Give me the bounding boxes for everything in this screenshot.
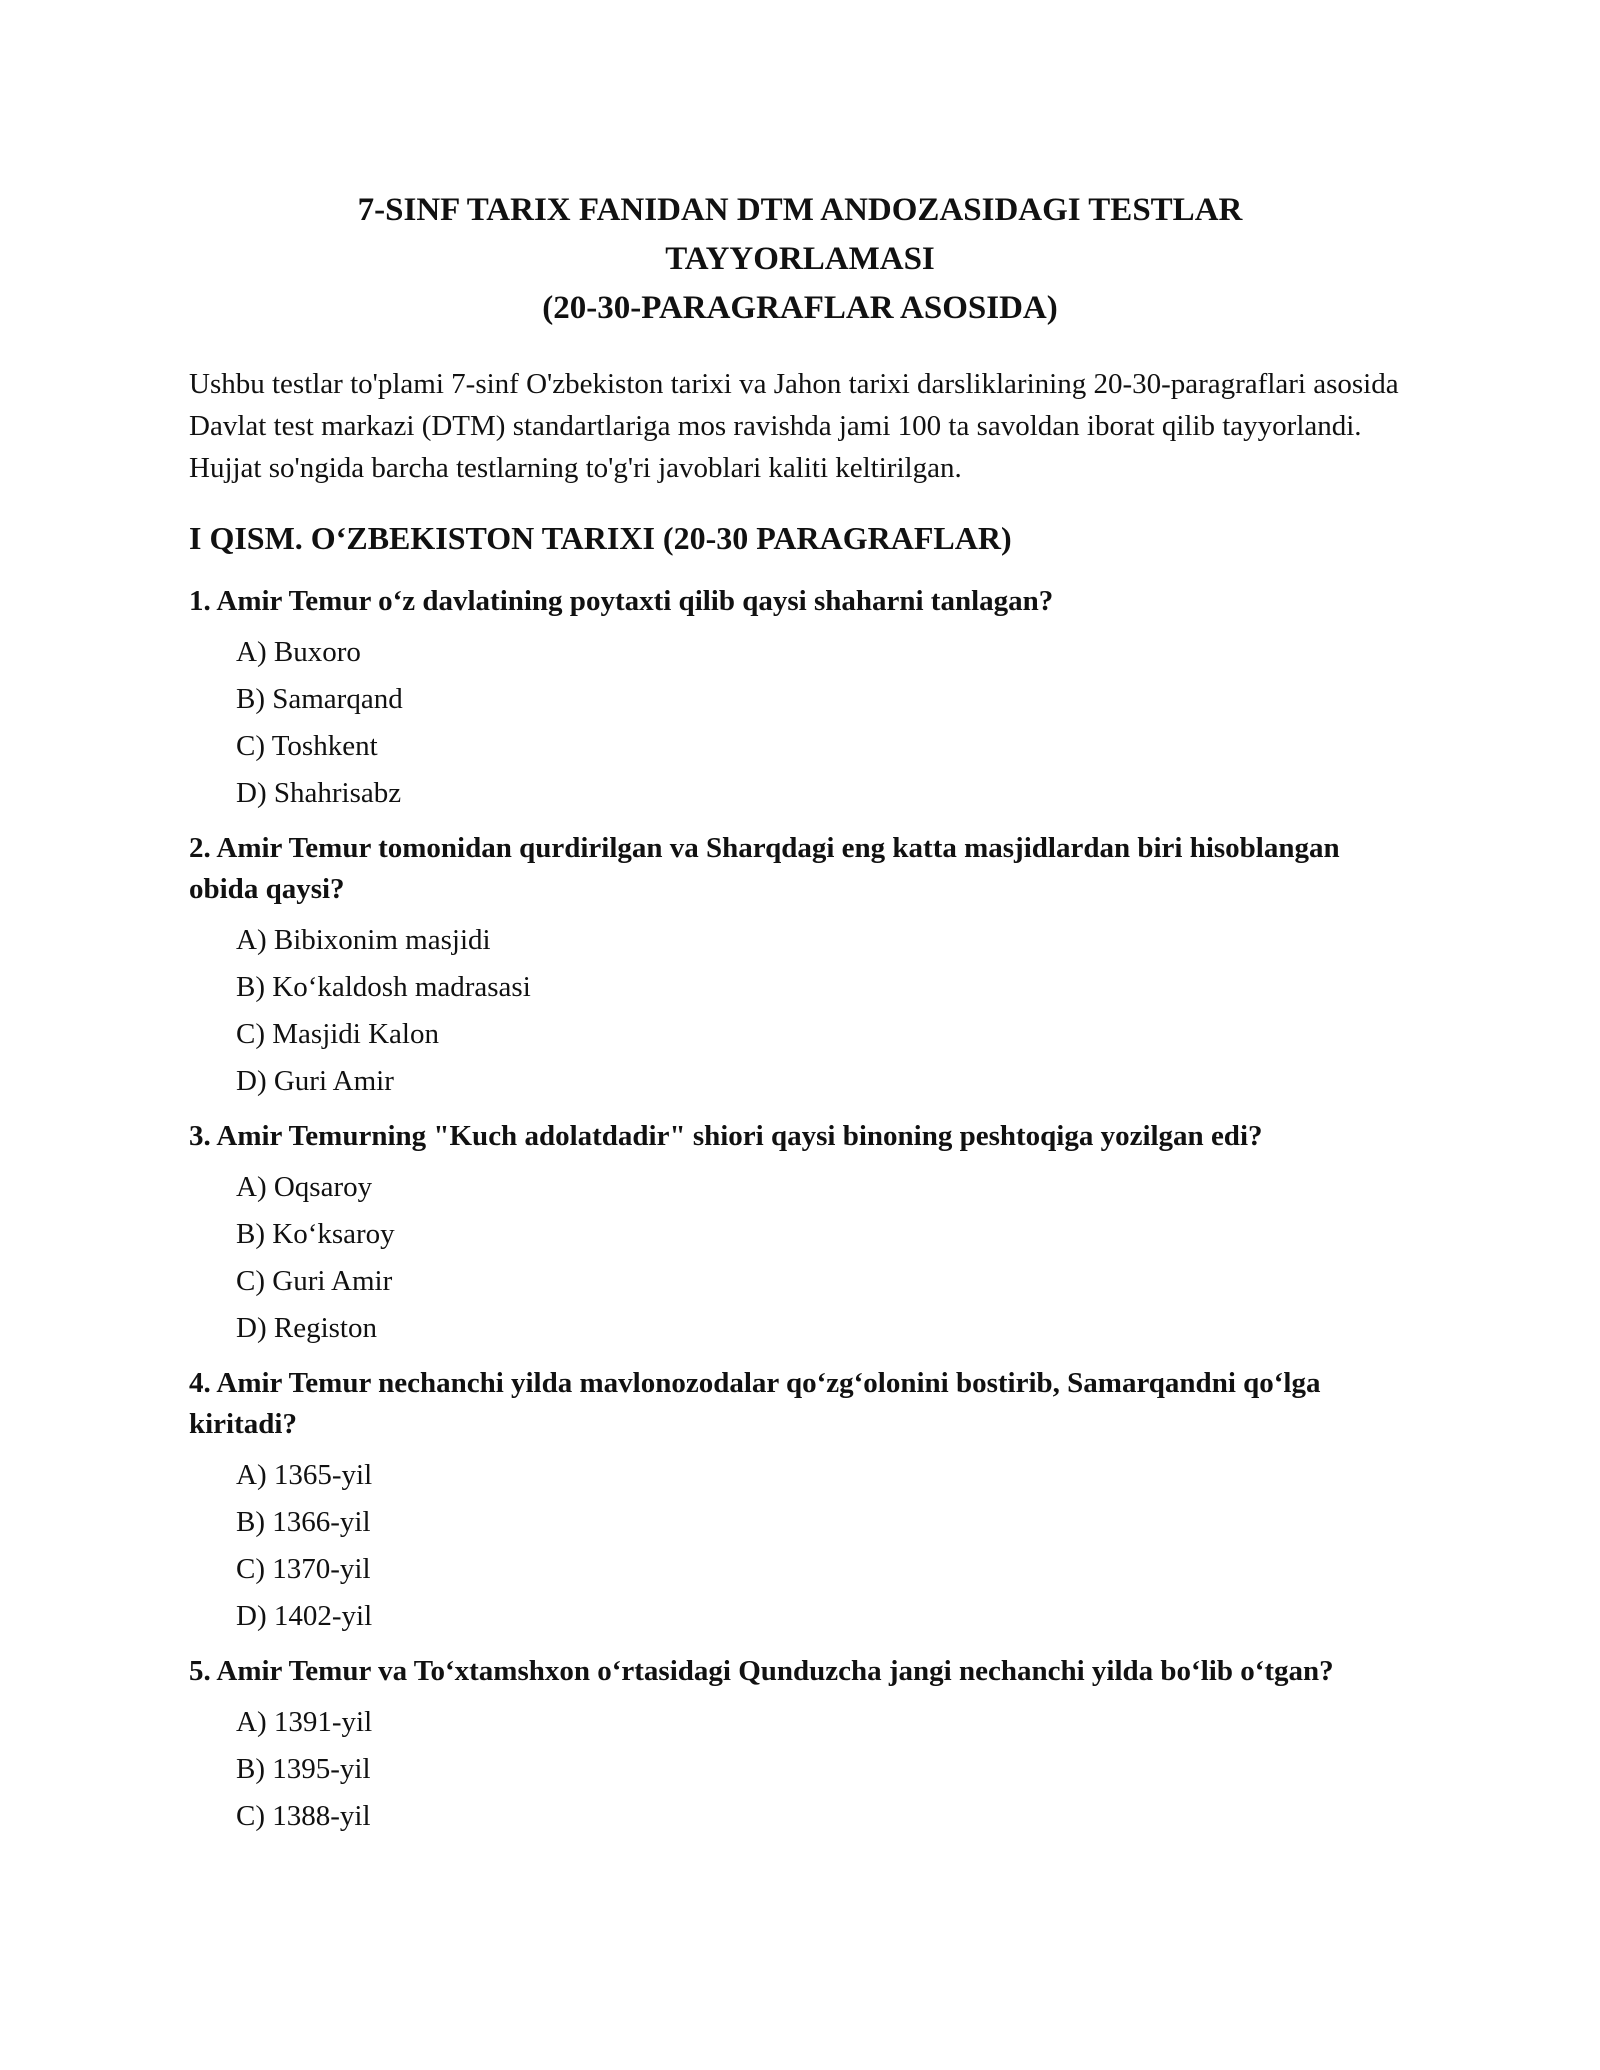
question-2 bbox=[189, 828, 1411, 1105]
question-text: 1. Amir Temur o‘z davlatining poytaxti qilib qaysi shaharni tanlagan? bbox=[189, 585, 1054, 617]
answer-option: C) 1388-yil bbox=[236, 1800, 371, 1832]
answer-option: A) Oqsaroy bbox=[236, 1171, 373, 1203]
question-1 bbox=[189, 581, 1411, 817]
answer-option: C) Masjidi Kalon bbox=[236, 1018, 439, 1050]
document-page bbox=[189, 186, 1411, 1840]
question-3 bbox=[189, 1116, 1411, 1352]
section-heading: I QISM. O‘ZBEKISTON TARIXI (20-30 PARAGRAFLAR) bbox=[189, 520, 1012, 556]
question-text: 5. Amir Temur va To‘xtamshxon o‘rtasidagi Qunduzcha jangi nechanchi yilda bo‘lib o‘tgan? bbox=[189, 1655, 1334, 1687]
question-text: 3. Amir Temurning "Kuch adolatdadir" shiori qaysi binoning peshtoqiga yozilgan edi? bbox=[189, 1120, 1263, 1152]
answer-option: A) 1391-yil bbox=[236, 1706, 373, 1738]
question-5 bbox=[189, 1651, 1411, 1840]
answer-option: C) Toshkent bbox=[236, 730, 378, 762]
answer-option: A) 1365-yil bbox=[236, 1459, 373, 1491]
answer-option: D) Registon bbox=[236, 1312, 377, 1344]
question-text: 2. Amir Temur tomonidan qurdirilgan va Sharqdagi eng katta masjidlardan biri hisoblangan obida qaysi? bbox=[189, 832, 1340, 905]
answer-option: A) Buxoro bbox=[236, 636, 361, 668]
answer-options bbox=[189, 917, 1411, 1105]
answer-options bbox=[189, 629, 1411, 817]
answer-option: D) Guri Amir bbox=[236, 1065, 394, 1097]
answer-option: B) 1395-yil bbox=[236, 1753, 371, 1785]
title-line: 7-SINF TARIX FANIDAN DTM ANDOZASIDAGI TESTLAR bbox=[357, 192, 1243, 228]
question-list bbox=[189, 581, 1411, 1840]
answer-option: C) 1370-yil bbox=[236, 1553, 371, 1585]
answer-options bbox=[189, 1164, 1411, 1352]
answer-options bbox=[189, 1452, 1411, 1640]
answer-option: C) Guri Amir bbox=[236, 1265, 393, 1297]
answer-option: B) 1366-yil bbox=[236, 1506, 371, 1538]
answer-option: B) Ko‘ksaroy bbox=[236, 1218, 395, 1250]
answer-option: A) Bibixonim masjidi bbox=[236, 924, 491, 956]
intro-paragraph: Ushbu testlar to'plami 7-sinf O'zbekiston tarixi va Jahon tarixi darsliklarining 20-30-paragraflari asosida Davlat test markazi (DTM) standartlariga mos ravishda jami 100 ta savoldan iborat qilib tayyorlandi. Hujjat so'ngida barcha testlarning to'g'ri javoblari kaliti keltirilgan. bbox=[189, 368, 1399, 484]
document-title bbox=[189, 186, 1411, 333]
title-line: TAYYORLAMASI bbox=[665, 241, 935, 277]
question-text: 4. Amir Temur nechanchi yilda mavlonozodalar qo‘zg‘olonini bostirib, Samarqandni qo‘lga kiritadi? bbox=[189, 1367, 1321, 1440]
answer-option: B) Samarqand bbox=[236, 683, 403, 715]
answer-option: B) Ko‘kaldosh madrasasi bbox=[236, 971, 531, 1003]
title-line: (20-30-PARAGRAFLAR ASOSIDA) bbox=[542, 290, 1058, 326]
answer-option: D) Shahrisabz bbox=[236, 777, 402, 809]
question-4 bbox=[189, 1363, 1411, 1640]
answer-options bbox=[189, 1699, 1411, 1840]
answer-option: D) 1402-yil bbox=[236, 1600, 373, 1632]
